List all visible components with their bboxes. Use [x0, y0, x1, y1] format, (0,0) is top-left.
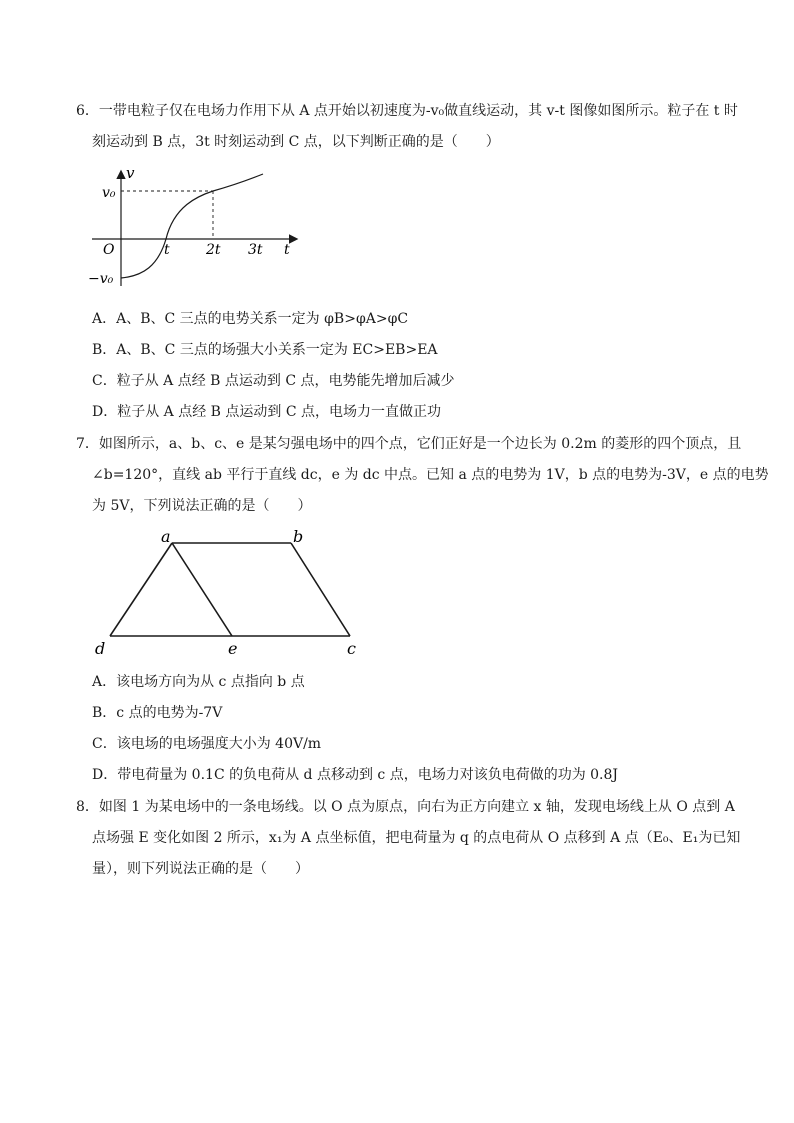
edge-ae [172, 543, 232, 636]
edge-bc [291, 543, 350, 636]
point-a-label: a [161, 527, 171, 546]
q8-stem-line3: 量），则下列说法正确的是（ ） [92, 861, 309, 877]
point-e-label: e [228, 639, 238, 658]
point-b-label: b [293, 527, 304, 546]
q6-option-d[interactable]: D．粒子从 A 点经 B 点运动到 C 点，电场力一直做正功 [92, 404, 442, 420]
v0-label: v₀ [102, 185, 116, 201]
q6-option-b[interactable]: B．A、B、C 三点的场强大小关系一定为 EC>EB>EA [92, 342, 438, 358]
vt-curve [121, 174, 263, 278]
q6-option-a[interactable]: A．A、B、C 三点的电势关系一定为 φB>φA>φC [92, 311, 409, 327]
tick-3t-label: 3t [248, 242, 263, 258]
tick-2t-label: 2t [206, 242, 221, 258]
q7-option-a[interactable]: A．该电场方向为从 c 点指向 b 点 [92, 674, 305, 690]
q6-stem-line2: 刻运动到 B 点，3t 时刻运动到 C 点，以下判断正确的是（ ） [92, 134, 500, 150]
point-d-label: d [95, 639, 106, 658]
q7-stem-line1: 7．如图所示，a、b、c、e 是某匀强电场中的四个点，它们正好是一个边长为 0.2m 的菱形的四个顶点，且 [76, 436, 742, 452]
q7-rhombus-figure [88, 526, 368, 662]
q7-option-c[interactable]: C．该电场的电场强度大小为 40V/m [92, 736, 322, 752]
point-c-label: c [347, 639, 356, 658]
q7-option-b[interactable]: B．c 点的电势为-7V [92, 705, 223, 721]
q6-stem-line1: 6．一带电粒子仅在电场力作用下从 A 点开始以初速度为-v₀做直线运动，其 v-t 图像如图所示。粒子在 t 时 [76, 103, 738, 119]
q7-option-d[interactable]: D．带电荷量为 0.1C 的负电荷从 d 点移动到 c 点，电场力对该负电荷做的功为 0.8J [92, 767, 619, 783]
q6-vt-graph [88, 166, 308, 290]
q7-stem-line2: ∠b=120°，直线 ab 平行于直线 dc，e 为 dc 中点。已知 a 点的电势为 1V，b 点的电势为-3V，e 点的电势 [92, 467, 769, 483]
q8-stem-line1: 8．如图 1 为某电场中的一条电场线。以 O 点为原点，向右为正方向建立 x 轴，发现电场线上从 O 点到 A [76, 799, 735, 815]
q7-stem-line3: 为 5V，下列说法正确的是（ ） [92, 498, 312, 514]
neg-v0-label: −v₀ [88, 271, 114, 287]
q8-stem-line2: 点场强 E 变化如图 2 所示，x₁为 A 点坐标值，把电荷量为 q 的点电荷从 O 点移到 A 点（E₀、E₁为已知 [92, 830, 741, 846]
origin-label: O [103, 242, 115, 258]
v-axis-label: v [126, 166, 135, 182]
tick-t-label: t [164, 242, 170, 258]
edge-da [110, 543, 172, 636]
t-axis-label: t [284, 242, 290, 258]
q6-option-c[interactable]: C．粒子从 A 点经 B 点运动到 C 点，电势能先增加后减少 [92, 373, 455, 389]
